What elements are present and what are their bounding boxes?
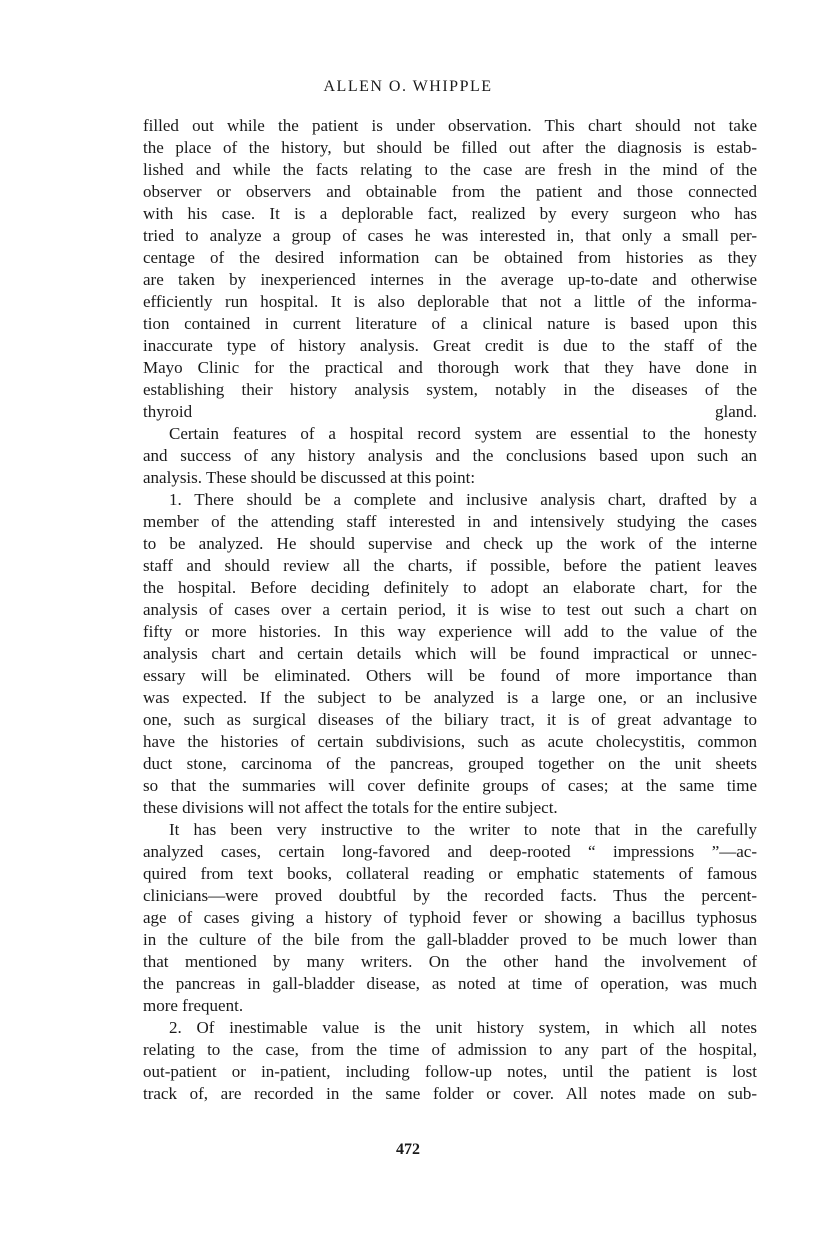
text-line: tried to analyze a group of cases he was interested in, that only a small per- bbox=[143, 226, 757, 245]
text-line: tion contained in current literature of a clinical nature is based upon this bbox=[143, 314, 757, 333]
text-line: age of cases giving a history of typhoid fever or showing a bacillus typhosus bbox=[143, 908, 757, 927]
text-line: member of the attending staff interested in and intensively studying the cases bbox=[143, 512, 757, 531]
text-line: to be analyzed. He should supervise and check up the work of the interne bbox=[143, 534, 757, 553]
page-number: 472 bbox=[396, 1141, 420, 1158]
paragraph bbox=[143, 819, 757, 1017]
text-line: relating to the case, from the time of admission to any part of the hospital, bbox=[143, 1040, 757, 1059]
body-text bbox=[143, 115, 757, 1105]
text-line: was expected. If the subject to be analyzed is a large one, or an inclusive bbox=[143, 688, 757, 707]
text-line: with his case. It is a deplorable fact, realized by every surgeon who has bbox=[143, 204, 757, 223]
text-line: fifty or more histories. In this way experience will add to the value of the bbox=[143, 622, 757, 641]
text-line: quired from text books, collateral reading or emphatic statements of famous bbox=[143, 864, 757, 883]
text-line: the place of the history, but should be filled out after the diagnosis is estab- bbox=[143, 138, 757, 157]
text-line: out-patient or in-patient, including follow-up notes, until the patient is lost bbox=[143, 1062, 757, 1081]
text-line: are taken by inexperienced internes in the average up-to-date and otherwise bbox=[143, 270, 757, 289]
text-line: have the histories of certain subdivisions, such as acute cholecystitis, common bbox=[143, 732, 757, 751]
text-line: that mentioned by many writers. On the other hand the involvement of bbox=[143, 952, 757, 971]
text-line: the hospital. Before deciding definitely to adopt an elaborate chart, for the bbox=[143, 578, 757, 597]
text-line: analyzed cases, certain long-favored and deep-rooted “ impressions ”—ac- bbox=[143, 842, 757, 861]
text-line: thyroid gland. bbox=[143, 402, 757, 421]
text-line: clinicians—were proved doubtful by the recorded facts. Thus the percent- bbox=[143, 886, 757, 905]
text-line: centage of the desired information can be obtained from histories as they bbox=[143, 248, 757, 267]
text-line: 2. Of inestimable value is the unit history system, in which all notes bbox=[169, 1018, 757, 1037]
text-line: 1. There should be a complete and inclusive analysis chart, drafted by a bbox=[169, 490, 757, 509]
text-line: Certain features of a hospital record system are essential to the honesty bbox=[169, 424, 757, 443]
text-line: analysis of cases over a certain period, it is wise to test out such a chart on bbox=[143, 600, 757, 619]
text-line: essary will be eliminated. Others will be found of more importance than bbox=[143, 666, 757, 685]
text-line: these divisions will not affect the totals for the entire subject. bbox=[143, 798, 558, 817]
text-line: Mayo Clinic for the practical and thorough work that they have done in bbox=[143, 358, 757, 377]
running-head: ALLEN O. WHIPPLE bbox=[323, 78, 493, 95]
paragraph bbox=[143, 489, 757, 819]
text-line: duct stone, carcinoma of the pancreas, grouped together on the unit sheets bbox=[143, 754, 757, 773]
text-line: analysis. These should be discussed at this point: bbox=[143, 468, 476, 487]
text-line: filled out while the patient is under observation. This chart should not take bbox=[143, 116, 757, 135]
text-line: and success of any history analysis and the conclusions based upon such an bbox=[143, 446, 757, 465]
paragraph bbox=[143, 115, 757, 423]
text-line: efficiently run hospital. It is also deplorable that not a little of the informa- bbox=[143, 292, 757, 311]
text-line: staff and should review all the charts, if possible, before the patient leaves bbox=[143, 556, 757, 575]
text-line: analysis chart and certain details which will be found impractical or unnec- bbox=[143, 644, 757, 663]
text-line: so that the summaries will cover definite groups of cases; at the same time bbox=[143, 776, 757, 795]
text-line: establishing their history analysis system, notably in the diseases of the bbox=[143, 380, 757, 399]
text-line: the pancreas in gall-bladder disease, as noted at time of operation, was much bbox=[143, 974, 757, 993]
text-line: It has been very instructive to the writer to note that in the carefully bbox=[169, 820, 757, 839]
text-line: in the culture of the bile from the gall-bladder proved to be much lower than bbox=[143, 930, 757, 949]
text-line: inaccurate type of history analysis. Great credit is due to the staff of the bbox=[143, 336, 757, 355]
text-line: lished and while the facts relating to the case are fresh in the mind of the bbox=[143, 160, 757, 179]
text-line: track of, are recorded in the same folder or cover. All notes made on sub- bbox=[143, 1084, 757, 1103]
text-line: more frequent. bbox=[143, 996, 244, 1015]
paragraph bbox=[143, 423, 757, 489]
text-line: one, such as surgical diseases of the biliary tract, it is of great advantage to bbox=[143, 710, 757, 729]
text-line: observer or observers and obtainable from the patient and those connected bbox=[143, 182, 757, 201]
paragraph bbox=[143, 1017, 757, 1105]
